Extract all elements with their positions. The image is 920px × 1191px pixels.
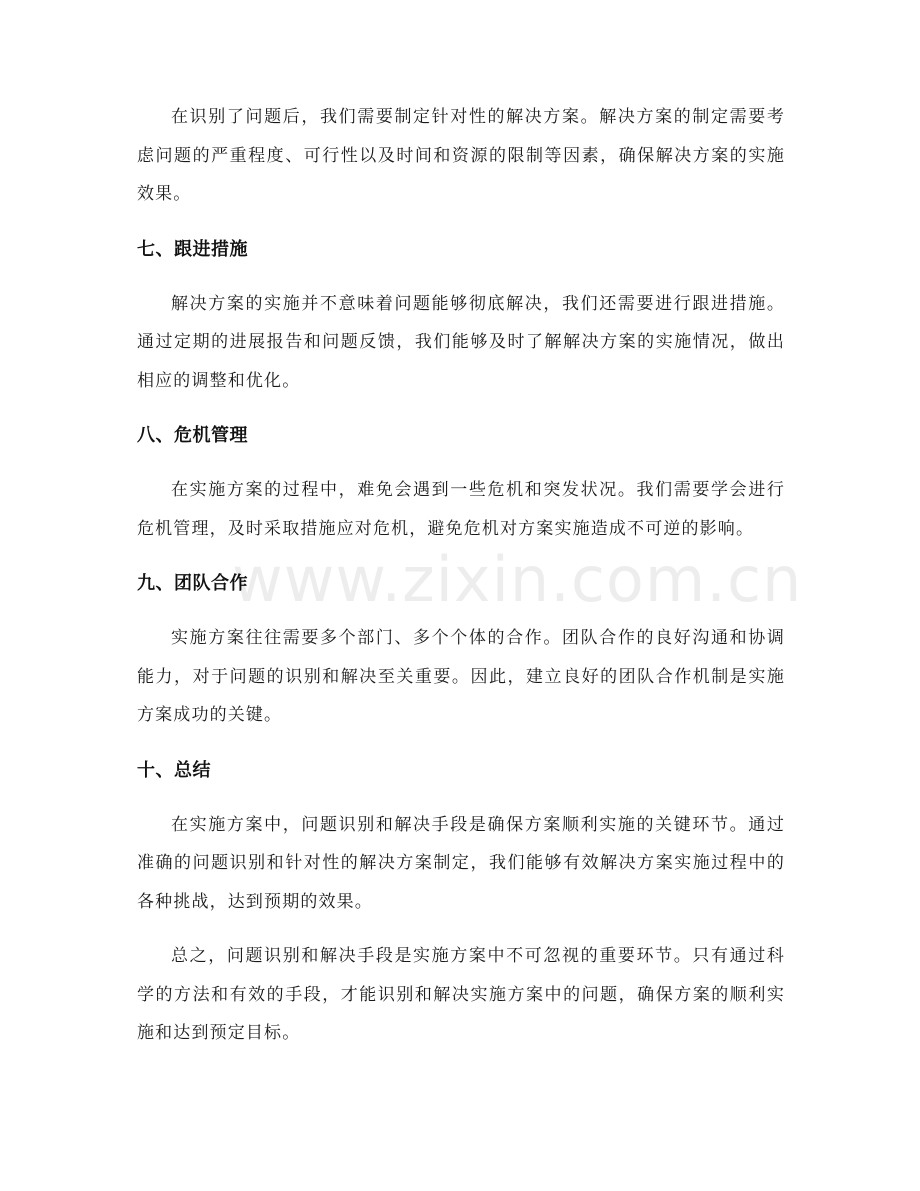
section-heading-teamwork: 九、团队合作 bbox=[137, 573, 248, 594]
watermark-text: www.zixin.com.cn bbox=[232, 543, 803, 616]
section-paragraph-crisis-management: 在实施方案的过程中，难免会遇到一些危机和突发状况。我们需要学会进行危机管理，及时采取措施应对危机，避免危机对方案实施造成不可逆的影响。 bbox=[137, 480, 785, 539]
section-paragraph-summary-1: 在实施方案中，问题识别和解决手段是确保方案顺利实施的关键环节。通过准确的问题识别和针对性的解决方案制定，我们能够有效解决方案实施过程中的各种挑战，达到预期的效果。 bbox=[137, 814, 785, 912]
section-paragraph-summary-2: 总之，问题识别和解决手段是实施方案中不可忽视的重要环节。只有通过科学的方法和有效的手段，才能识别和解决实施方案中的问题，确保方案的顺利实施和达到预定目标。 bbox=[137, 946, 785, 1043]
section-heading-crisis-management: 八、危机管理 bbox=[137, 425, 248, 446]
document-body bbox=[137, 98, 803, 1053]
section-heading-summary: 十、总结 bbox=[137, 759, 211, 781]
section-heading-follow-up: 七、跟进措施 bbox=[137, 238, 248, 260]
intro-paragraph: 在识别了问题后，我们需要制定针对性的解决方案。解决方案的制定需要考虑问题的严重程度、可行性以及时间和资源的限制等因素，确保解决方案的实施效果。 bbox=[137, 107, 785, 204]
section-paragraph-follow-up: 解决方案的实施并不意味着问题能够彻底解决，我们还需要进行跟进措施。通过定期的进展报告和问题反馈，我们能够及时了解解决方案的实施情况，做出相应的调整和优化。 bbox=[137, 293, 785, 391]
section-paragraph-teamwork: 实施方案往往需要多个部门、多个个体的合作。团队合作的良好沟通和协调能力，对于问题的识别和解决至关重要。因此，建立良好的团队合作机制是实施方案成功的关键。 bbox=[137, 628, 785, 725]
